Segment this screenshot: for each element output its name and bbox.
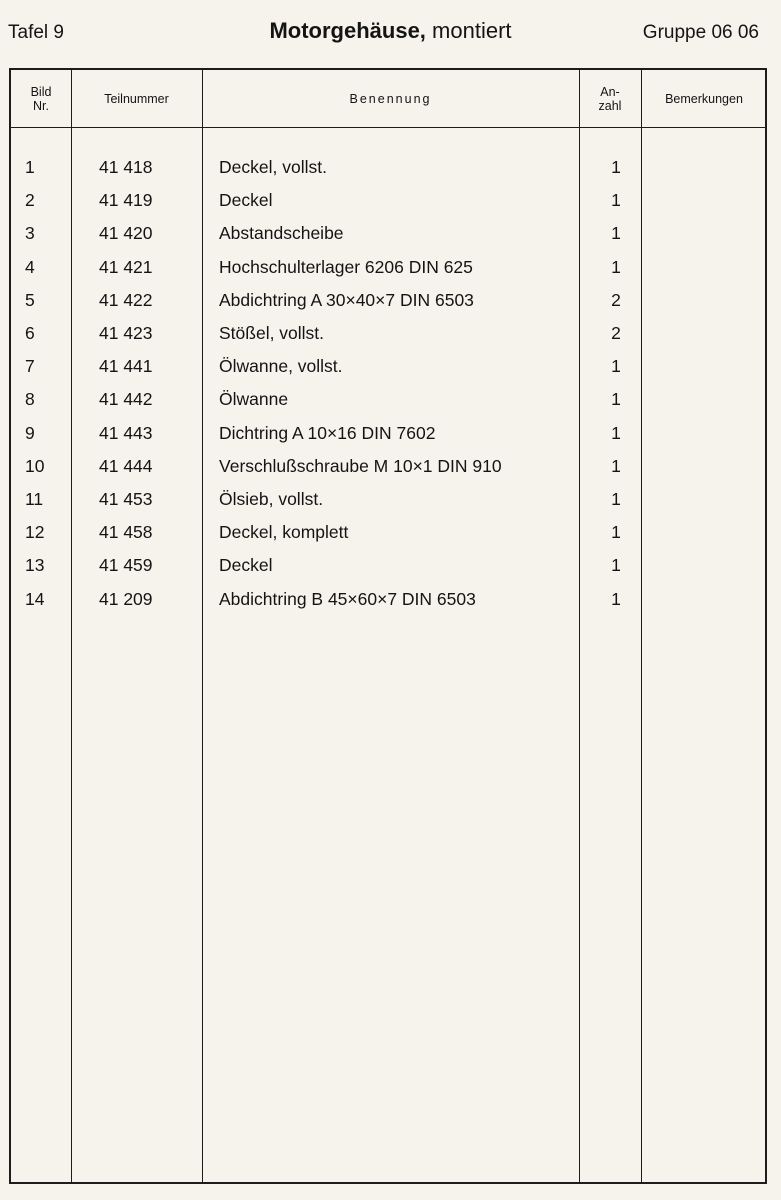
row-quantity: 1 — [611, 157, 621, 177]
row-description: Ölsieb, vollst. — [219, 489, 324, 509]
table-row — [11, 151, 765, 184]
row-bild-number: 3 — [25, 223, 35, 244]
row-quantity: 1 — [611, 489, 621, 509]
row-bild-number: 13 — [25, 555, 45, 576]
row-quantity: 1 — [611, 455, 621, 476]
row-quantity: 2 — [611, 289, 621, 310]
row-bild-number: 4 — [25, 256, 35, 277]
row-bild-number: 9 — [25, 422, 35, 443]
row-description: Abdichtring B 45×60×7 DIN 6503 — [219, 588, 476, 609]
row-part-number: 41 420 — [99, 223, 153, 244]
table-row — [11, 417, 765, 450]
row-bild-number: 5 — [25, 289, 35, 310]
table-row — [11, 483, 765, 516]
row-bild-number: 7 — [25, 356, 35, 377]
column-header-anzahl-line2: zahl — [598, 98, 622, 113]
row-description: Deckel — [219, 555, 273, 576]
row-bild-number: 2 — [25, 190, 35, 211]
row-description: Abstandscheibe — [219, 223, 344, 244]
row-description: Ölwanne, vollst. — [219, 356, 343, 377]
row-quantity: 1 — [611, 256, 621, 277]
row-quantity: 1 — [611, 356, 621, 377]
row-description: Deckel, komplett — [219, 522, 349, 543]
row-part-number: 41 422 — [99, 289, 153, 310]
table-row — [11, 184, 765, 217]
table-row — [11, 317, 765, 350]
row-quantity: 1 — [611, 522, 621, 543]
page-header — [0, 0, 781, 62]
header-divider — [11, 127, 765, 128]
column-header-bild-line1: Bild — [30, 84, 52, 99]
column-header-benennung: Benennung — [349, 91, 432, 106]
column-header-bild — [11, 70, 71, 127]
row-description: Abdichtring A 30×40×7 DIN 6503 — [219, 289, 474, 310]
row-description: Verschlußschraube M 10×1 DIN 910 — [219, 455, 502, 476]
table-row — [11, 284, 765, 317]
table-row — [11, 450, 765, 483]
row-quantity: 1 — [611, 190, 621, 211]
row-description: Ölwanne — [219, 389, 289, 410]
row-part-number: 41 419 — [99, 190, 153, 211]
column-header-bemerkungen: Bemerkungen — [665, 91, 743, 106]
row-description: Hochschulterlager 6206 DIN 625 — [219, 256, 473, 277]
row-part-number: 41 441 — [99, 356, 153, 377]
row-part-number: 41 442 — [99, 389, 153, 410]
row-bild-number: 6 — [25, 323, 35, 343]
row-quantity: 1 — [611, 389, 621, 410]
table-row — [11, 217, 765, 250]
column-header-bild-line2: Nr. — [33, 98, 49, 113]
row-quantity: 1 — [611, 422, 621, 443]
row-quantity: 2 — [611, 323, 621, 343]
table-row — [11, 549, 765, 582]
row-bild-number: 14 — [25, 588, 45, 609]
table-row — [11, 350, 765, 383]
group-number: Gruppe 06 06 — [642, 22, 759, 43]
row-bild-number: 8 — [25, 389, 35, 410]
row-bild-number: 11 — [25, 489, 44, 509]
row-part-number: 41 458 — [99, 522, 153, 543]
row-bild-number: 10 — [25, 455, 45, 476]
page-title-main: Motorgehäuse, — [269, 18, 426, 43]
row-part-number: 41 444 — [99, 455, 153, 476]
table-row — [11, 251, 765, 284]
row-part-number: 41 443 — [99, 422, 153, 443]
row-description: Deckel — [219, 190, 273, 211]
row-description: Stößel, vollst. — [219, 323, 325, 343]
row-part-number: 41 423 — [99, 323, 153, 343]
row-part-number: 41 418 — [99, 157, 153, 177]
row-quantity: 1 — [611, 588, 621, 609]
row-part-number: 41 453 — [99, 489, 153, 509]
table-row — [11, 516, 765, 549]
row-bild-number: 1 — [25, 157, 35, 177]
parts-table — [9, 68, 767, 1184]
table-row — [11, 383, 765, 416]
row-part-number: 41 459 — [99, 555, 153, 576]
table-row — [11, 583, 765, 616]
row-part-number: 41 421 — [99, 256, 153, 277]
row-part-number: 41 209 — [99, 588, 153, 609]
row-quantity: 1 — [611, 555, 621, 576]
column-header-anzahl-line1: An- — [600, 84, 620, 99]
column-header-teilnummer: Teilnummer — [104, 91, 169, 106]
row-description: Dichtring A 10×16 DIN 7602 — [219, 422, 436, 443]
row-bild-number: 12 — [25, 522, 45, 543]
page-title-suffix: montiert — [432, 18, 512, 43]
row-description: Deckel, vollst. — [219, 157, 327, 177]
row-quantity: 1 — [611, 223, 621, 244]
plate-number: Tafel 9 — [8, 22, 64, 43]
column-header-anzahl — [579, 70, 641, 127]
